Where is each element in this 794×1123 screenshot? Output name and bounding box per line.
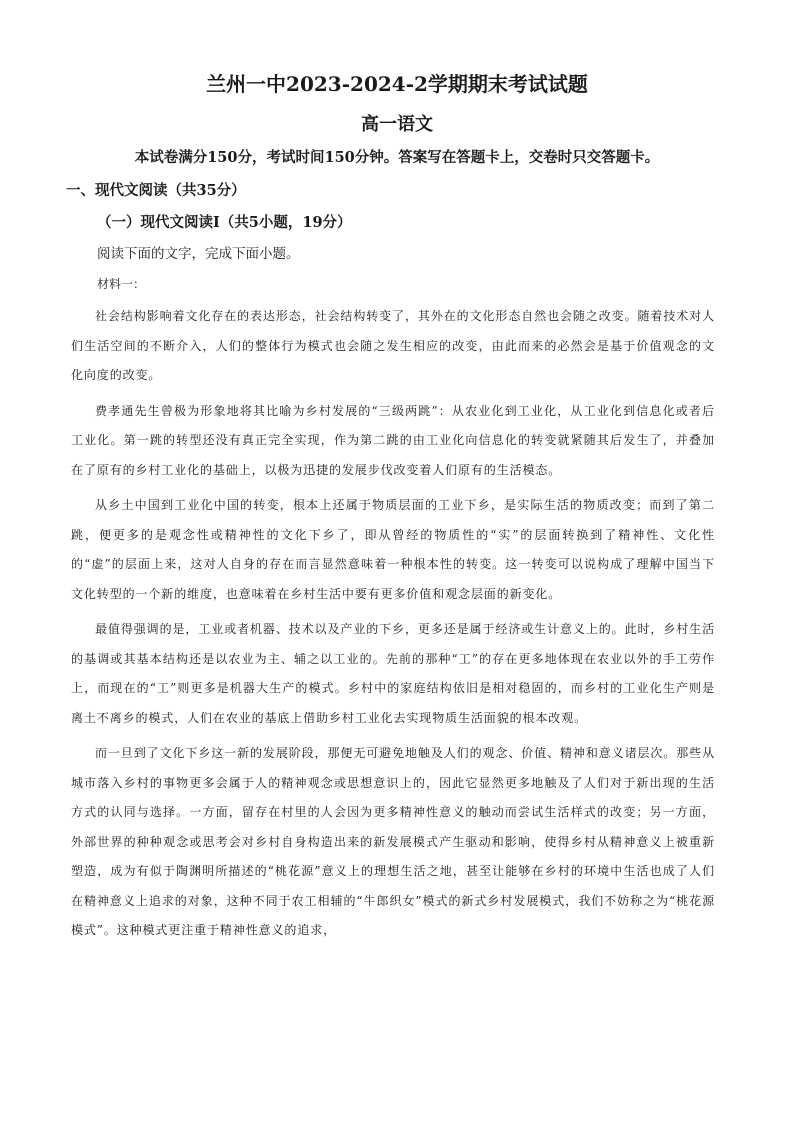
exam-notice: 本试卷满分150分，考试时间150分钟。答案写在答题卡上，交卷时只交答题卡。 bbox=[134, 149, 660, 166]
reading-passage bbox=[71, 302, 715, 946]
passage-paragraph-3: 从乡土中国到工业化中国的转变，根本上还属于物质层面的工业下乡，是实际生活的物质改变；而到了第二跳，便更多的是观念性或精神性的文化下乡了，即从曾经的物质性的“实”的层面转换到了精神性、文化性的“虚”的层面上来，这对人自身的存在而言显然意味着一种根本性的转变。这一转变可以说构成了理解中国当下文化转型的一个新的维度，也意味着在乡村生活中要有更多价值和观念层面的新变化。 bbox=[71, 498, 715, 601]
material-label: 材料一： bbox=[97, 277, 146, 291]
exam-subject: 高一语文 bbox=[361, 114, 433, 135]
passage-paragraph-1: 社会结构影响着文化存在的表达形态，社会结构转变了，其外在的文化形态自然也会随之改变。随着技术对人们生活空间的不断介入，人们的整体行为模式也会随之发生相应的改变，由此而来的必然会是基于价值观念的文化向度的改变。 bbox=[71, 309, 715, 382]
reading-instruction: 阅读下面的文字，完成下面小题。 bbox=[97, 246, 300, 262]
passage-paragraph-5: 而一旦到了文化下乡这一新的发展阶段，那便无可避免地触及人们的观念、价值、精神和意义诸层次。那些从城市落入乡村的事物更多会属于人的精神观念或思想意识上的，因此它显然更多地触及了人们对于新出现的生活方式的认同与选择。一方面，留存在村里的人会因为更多精神性意义的触动而尝试生活样式的改变；另一方面，外部世界的种种观念或思考会对乡村自身构造出来的新发展模式产生驱动和影响，使得乡村从精神意义上被重新塑造，成为有似于陶渊明所描述的“桃花源”意义上的理想生活之地，甚至让能够在乡村的环境中生活也成了人们在精神意义上追求的对象，这种不同于农工相辅的“牛郎织女”模式的新式乡村发展模式，我们不妨称之为“桃花源模式”。这种模式更注重于精神性意义的追求， bbox=[71, 746, 715, 937]
passage-paragraph-4: 最值得强调的是，工业或者机器、技术以及产业的下乡，更多还是属于经济或生计意义上的。此时，乡村生活的基调或其基本结构还是以农业为主、辅之以工业的。先前的那种“工”的存在更多地体现在农业以外的手工劳作上，而现在的“工”则更多是机器大生产的模式。乡村中的家庭结构依旧是相对稳固的，而乡村的工业化生产则是离土不离乡的模式，人们在农业的基底上借助乡村工业化去实现物质生活面貌的根本改观。 bbox=[71, 622, 715, 725]
section-subheading: （一）现代文阅读Ⅰ（共5小题，19分） bbox=[97, 214, 352, 231]
exam-title: 兰州一中2023-2024-2学期期末考试试题 bbox=[206, 72, 588, 96]
section-heading: 一、现代文阅读（共35分） bbox=[66, 182, 246, 199]
passage-paragraph-2: 费孝通先生曾极为形象地将其比喻为乡村发展的“三级两跳”：从农业化到工业化，从工业化到信息化或者后工业化。第一跳的转型还没有真正完全实现，作为第二跳的由工业化向信息化的转变就紧随其后发生了，并叠加在了原有的乡村工业化的基础上，以极为迅捷的发展步伐改变着人们原有的生活模态。 bbox=[71, 403, 715, 477]
